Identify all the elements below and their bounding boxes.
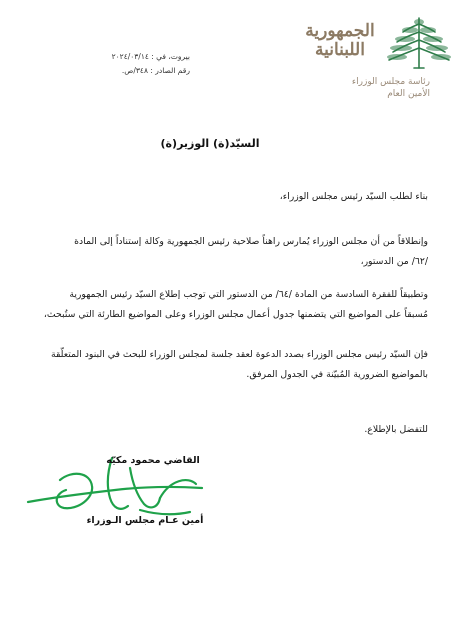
paragraph-line: فإن السيّد رئيس مجلس الوزراء بصدد الدعوة لعقد جلسة لمجلس الوزراء للبحث في البنود المتعلّقة bbox=[50, 349, 428, 360]
signatory-title: أمين عـام مجلس الـوزراء bbox=[86, 515, 204, 526]
paragraph-line: بالمواضيع الضرورية المُبيّنة في الجدول المرفق. bbox=[246, 369, 428, 380]
paragraph-3 bbox=[18, 285, 428, 325]
paragraph-1 bbox=[18, 187, 428, 207]
paragraph-2 bbox=[18, 232, 428, 272]
paragraph-line: وتطبيقاً للفقرة السادسة من المادة /٦٤/ من الدستور التي توجب إطلاع السيّد رئيس الجمهورية bbox=[69, 289, 428, 300]
reference-number: رقم الصادر : ٣٤٨/ص. bbox=[121, 66, 190, 75]
republic-logo-line2: اللبنانية bbox=[315, 40, 365, 60]
signatory-name: القاضي محمود مكيّه bbox=[106, 455, 200, 466]
paragraph-line: للتفضل بالإطلاع. bbox=[364, 424, 428, 435]
republic-logo bbox=[300, 22, 380, 66]
place-date: بيروت، في : ٢٠٢٤/٠٣/١٤ bbox=[111, 52, 190, 61]
letter-meta bbox=[70, 50, 190, 78]
cedar-crest-icon bbox=[383, 10, 455, 80]
republic-logo-line1: الجمهورية bbox=[305, 21, 375, 41]
presidency-line1: رئاسة مجلس الوزراء bbox=[351, 77, 430, 87]
presidency-label bbox=[300, 76, 430, 100]
closing-line bbox=[18, 420, 428, 440]
paragraph-line: مُسبقاً على المواضيع التي يتضمنها جدول أعمال مجلس الوزراء وعلى المواضيع الطارئة التي ستُبحث، bbox=[43, 309, 428, 320]
paragraph-4 bbox=[18, 345, 428, 385]
presidency-line2: الأمين العام bbox=[387, 89, 430, 99]
paragraph-line: بناء لطلب السيّد رئيس مجلس الوزراء، bbox=[279, 191, 428, 202]
addressee-heading: السيّد(ة) الوزير(ة) bbox=[160, 137, 260, 150]
paragraph-line: /٦٢/ من الدستور، bbox=[360, 256, 428, 267]
paragraph-line: وإنطلاقاً من أن مجلس الوزراء يُمارس راهناً صلاحية رئيس الجمهورية وكالة إستناداً إلى المادة bbox=[74, 236, 428, 247]
